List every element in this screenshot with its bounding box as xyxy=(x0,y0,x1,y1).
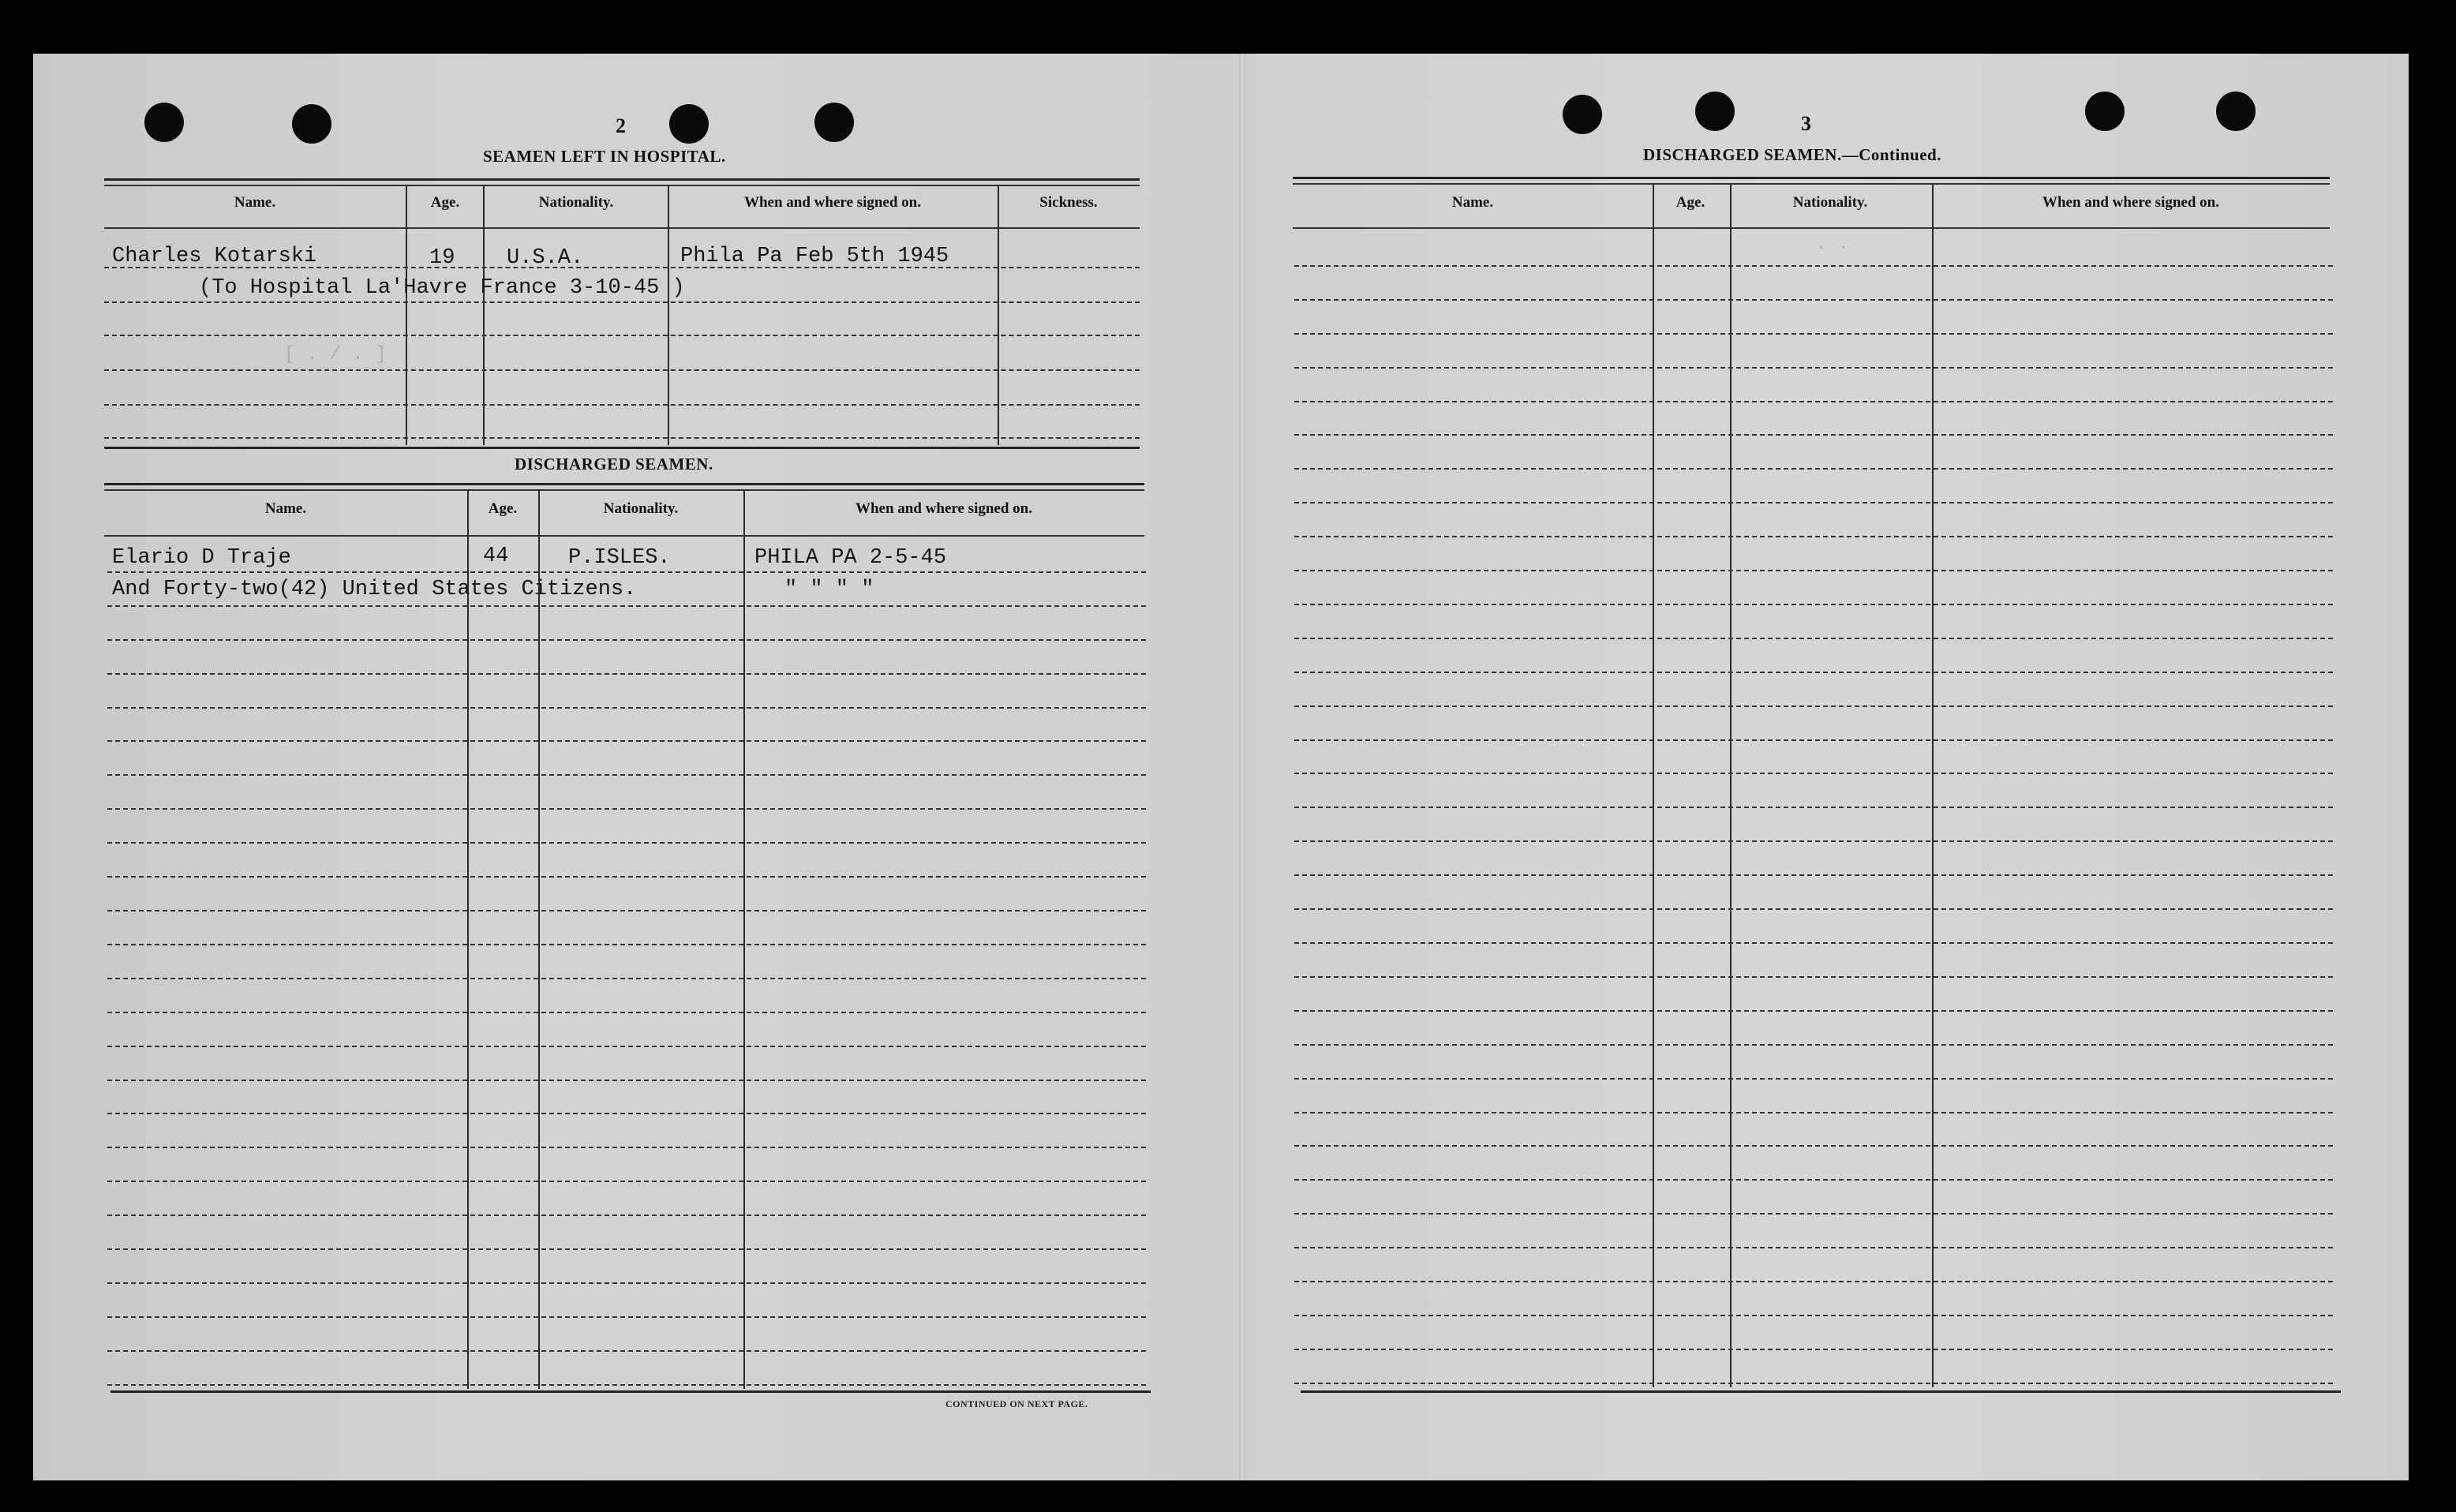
table-top-rule xyxy=(104,489,1144,491)
row-line xyxy=(1294,1010,2333,1012)
row-line xyxy=(1294,672,2333,673)
row-line xyxy=(1294,1315,2333,1316)
table-top-rule xyxy=(1293,177,2330,179)
row-line xyxy=(107,673,1146,675)
row-line xyxy=(1294,1179,2333,1181)
section-rule xyxy=(104,447,1140,449)
header-rule xyxy=(1293,227,2330,229)
row-line xyxy=(1294,1112,2333,1113)
header-rule xyxy=(104,227,1140,229)
punch-hole xyxy=(1695,92,1735,131)
row-line xyxy=(1294,333,2333,335)
section-title-discharged: DISCHARGED SEAMEN. xyxy=(515,455,713,473)
column-header-nationality: Nationality. xyxy=(603,500,679,517)
column-divider xyxy=(538,489,540,1389)
row-line xyxy=(1294,434,2333,436)
row-line xyxy=(1294,536,2333,537)
row-line xyxy=(107,571,1146,573)
discharged-signed-on-cell: PHILA PA 2-5-45 xyxy=(754,546,947,570)
bleed-through-mark: [ . / . ] xyxy=(284,344,387,365)
row-line xyxy=(104,335,1140,336)
row-line xyxy=(107,978,1146,979)
row-line xyxy=(1294,739,2333,741)
row-line xyxy=(1294,1044,2333,1046)
column-header-signed-on: When and where signed on. xyxy=(743,194,921,211)
column-divider xyxy=(467,489,469,1389)
row-line xyxy=(107,1046,1146,1047)
hospital-age-cell: 19 xyxy=(429,246,455,270)
discharged-age-cell: 44 xyxy=(483,545,509,568)
discharged-nationality-cell: P.ISLES. xyxy=(568,546,671,570)
row-line xyxy=(107,842,1146,844)
row-line xyxy=(107,1282,1146,1284)
row-line xyxy=(107,1384,1146,1386)
row-line xyxy=(1294,638,2333,639)
row-line xyxy=(104,437,1140,439)
row-line xyxy=(107,1181,1146,1182)
row-line xyxy=(107,944,1146,945)
table-bottom-rule xyxy=(110,1390,1151,1393)
row-line xyxy=(1294,1383,2333,1384)
hospital-nationality-cell: U.S.A. xyxy=(507,246,584,270)
column-divider xyxy=(668,185,669,445)
column-header-signed-on: When and where signed on. xyxy=(855,500,1032,517)
row-line xyxy=(107,740,1146,742)
row-line xyxy=(1294,1349,2333,1350)
row-line xyxy=(1294,502,2333,503)
row-line xyxy=(107,1316,1146,1318)
row-line xyxy=(1294,773,2333,774)
row-line xyxy=(104,369,1140,371)
column-divider xyxy=(1932,183,1934,1387)
row-line xyxy=(1294,1281,2333,1282)
column-header-name: Name. xyxy=(1451,194,1494,211)
page-number: 2 xyxy=(616,114,626,137)
row-line xyxy=(104,301,1140,303)
row-line xyxy=(1294,299,2333,301)
punch-hole xyxy=(669,104,709,144)
row-line xyxy=(1294,367,2333,369)
punch-hole xyxy=(1563,95,1602,134)
discharged-ditto-marks: " " " " xyxy=(784,578,874,601)
hospital-signed-on-cell: Phila Pa Feb 5th 1945 xyxy=(680,245,949,268)
row-line xyxy=(107,1248,1146,1250)
row-line xyxy=(1294,942,2333,944)
header-rule xyxy=(104,535,1144,537)
column-header-signed-on: When and where signed on. xyxy=(2042,194,2219,211)
row-line xyxy=(1294,1247,2333,1248)
punch-hole xyxy=(814,103,854,142)
center-fold xyxy=(1239,54,1245,1480)
row-line xyxy=(107,605,1146,607)
row-line xyxy=(107,1012,1146,1013)
row-line xyxy=(107,774,1146,776)
table-top-rule xyxy=(1293,183,2330,185)
column-header-age: Age. xyxy=(1675,194,1705,211)
column-divider xyxy=(1653,183,1654,1387)
bleed-through-mark: . . xyxy=(1815,234,1850,255)
row-line xyxy=(107,1214,1146,1216)
row-line xyxy=(107,639,1146,641)
column-divider xyxy=(1730,183,1732,1387)
row-line xyxy=(1294,874,2333,876)
row-line xyxy=(104,404,1140,406)
column-divider xyxy=(483,185,485,445)
row-line xyxy=(1294,840,2333,842)
column-header-name: Name. xyxy=(264,500,307,517)
section-title-discharged-continued: DISCHARGED SEAMEN.—Continued. xyxy=(1643,145,1941,164)
row-line xyxy=(107,1113,1146,1114)
page-number: 3 xyxy=(1801,112,1811,135)
punch-hole xyxy=(2216,92,2256,131)
row-line xyxy=(1294,401,2333,402)
row-line xyxy=(107,1080,1146,1081)
section-title-hospital: SEAMEN LEFT IN HOSPITAL. xyxy=(483,147,726,166)
discharged-name-cell: Elario D Traje xyxy=(112,546,291,570)
row-line xyxy=(1294,265,2333,267)
hospital-name-cell: Charles Kotarski xyxy=(112,245,317,268)
row-line xyxy=(1294,976,2333,978)
punch-hole xyxy=(2085,92,2125,131)
continued-footer: CONTINUED ON NEXT PAGE. xyxy=(945,1398,1088,1409)
table-top-rule xyxy=(104,185,1140,186)
column-header-nationality: Nationality. xyxy=(538,194,614,211)
punch-hole xyxy=(144,103,184,142)
row-line xyxy=(1294,604,2333,605)
discharged-citizens-note: And Forty-two(42) United States Citizens. xyxy=(112,578,637,601)
column-divider xyxy=(406,185,407,445)
row-line xyxy=(1294,807,2333,808)
column-header-name: Name. xyxy=(234,194,276,211)
row-line xyxy=(1294,705,2333,707)
column-divider xyxy=(743,489,745,1389)
row-line xyxy=(1294,908,2333,910)
column-header-age: Age. xyxy=(488,500,518,517)
row-line xyxy=(107,1147,1146,1148)
hospital-note: (To Hospital La'Havre France 3-10-45 ) xyxy=(199,276,685,300)
row-line xyxy=(1294,1145,2333,1147)
table-top-rule xyxy=(104,483,1144,485)
row-line xyxy=(107,707,1146,709)
row-line xyxy=(107,808,1146,810)
row-line xyxy=(1294,570,2333,571)
row-line xyxy=(1294,468,2333,470)
column-header-sickness: Sickness. xyxy=(1039,194,1098,211)
row-line xyxy=(1294,1213,2333,1214)
row-line xyxy=(107,1350,1146,1352)
table-top-rule xyxy=(104,178,1140,181)
row-line xyxy=(1294,1078,2333,1080)
row-line xyxy=(107,876,1146,878)
row-line xyxy=(107,910,1146,911)
column-header-nationality: Nationality. xyxy=(1792,194,1868,211)
column-header-age: Age. xyxy=(430,194,460,211)
punch-hole xyxy=(292,104,331,144)
column-divider xyxy=(998,185,999,445)
table-bottom-rule xyxy=(1301,1390,2341,1393)
